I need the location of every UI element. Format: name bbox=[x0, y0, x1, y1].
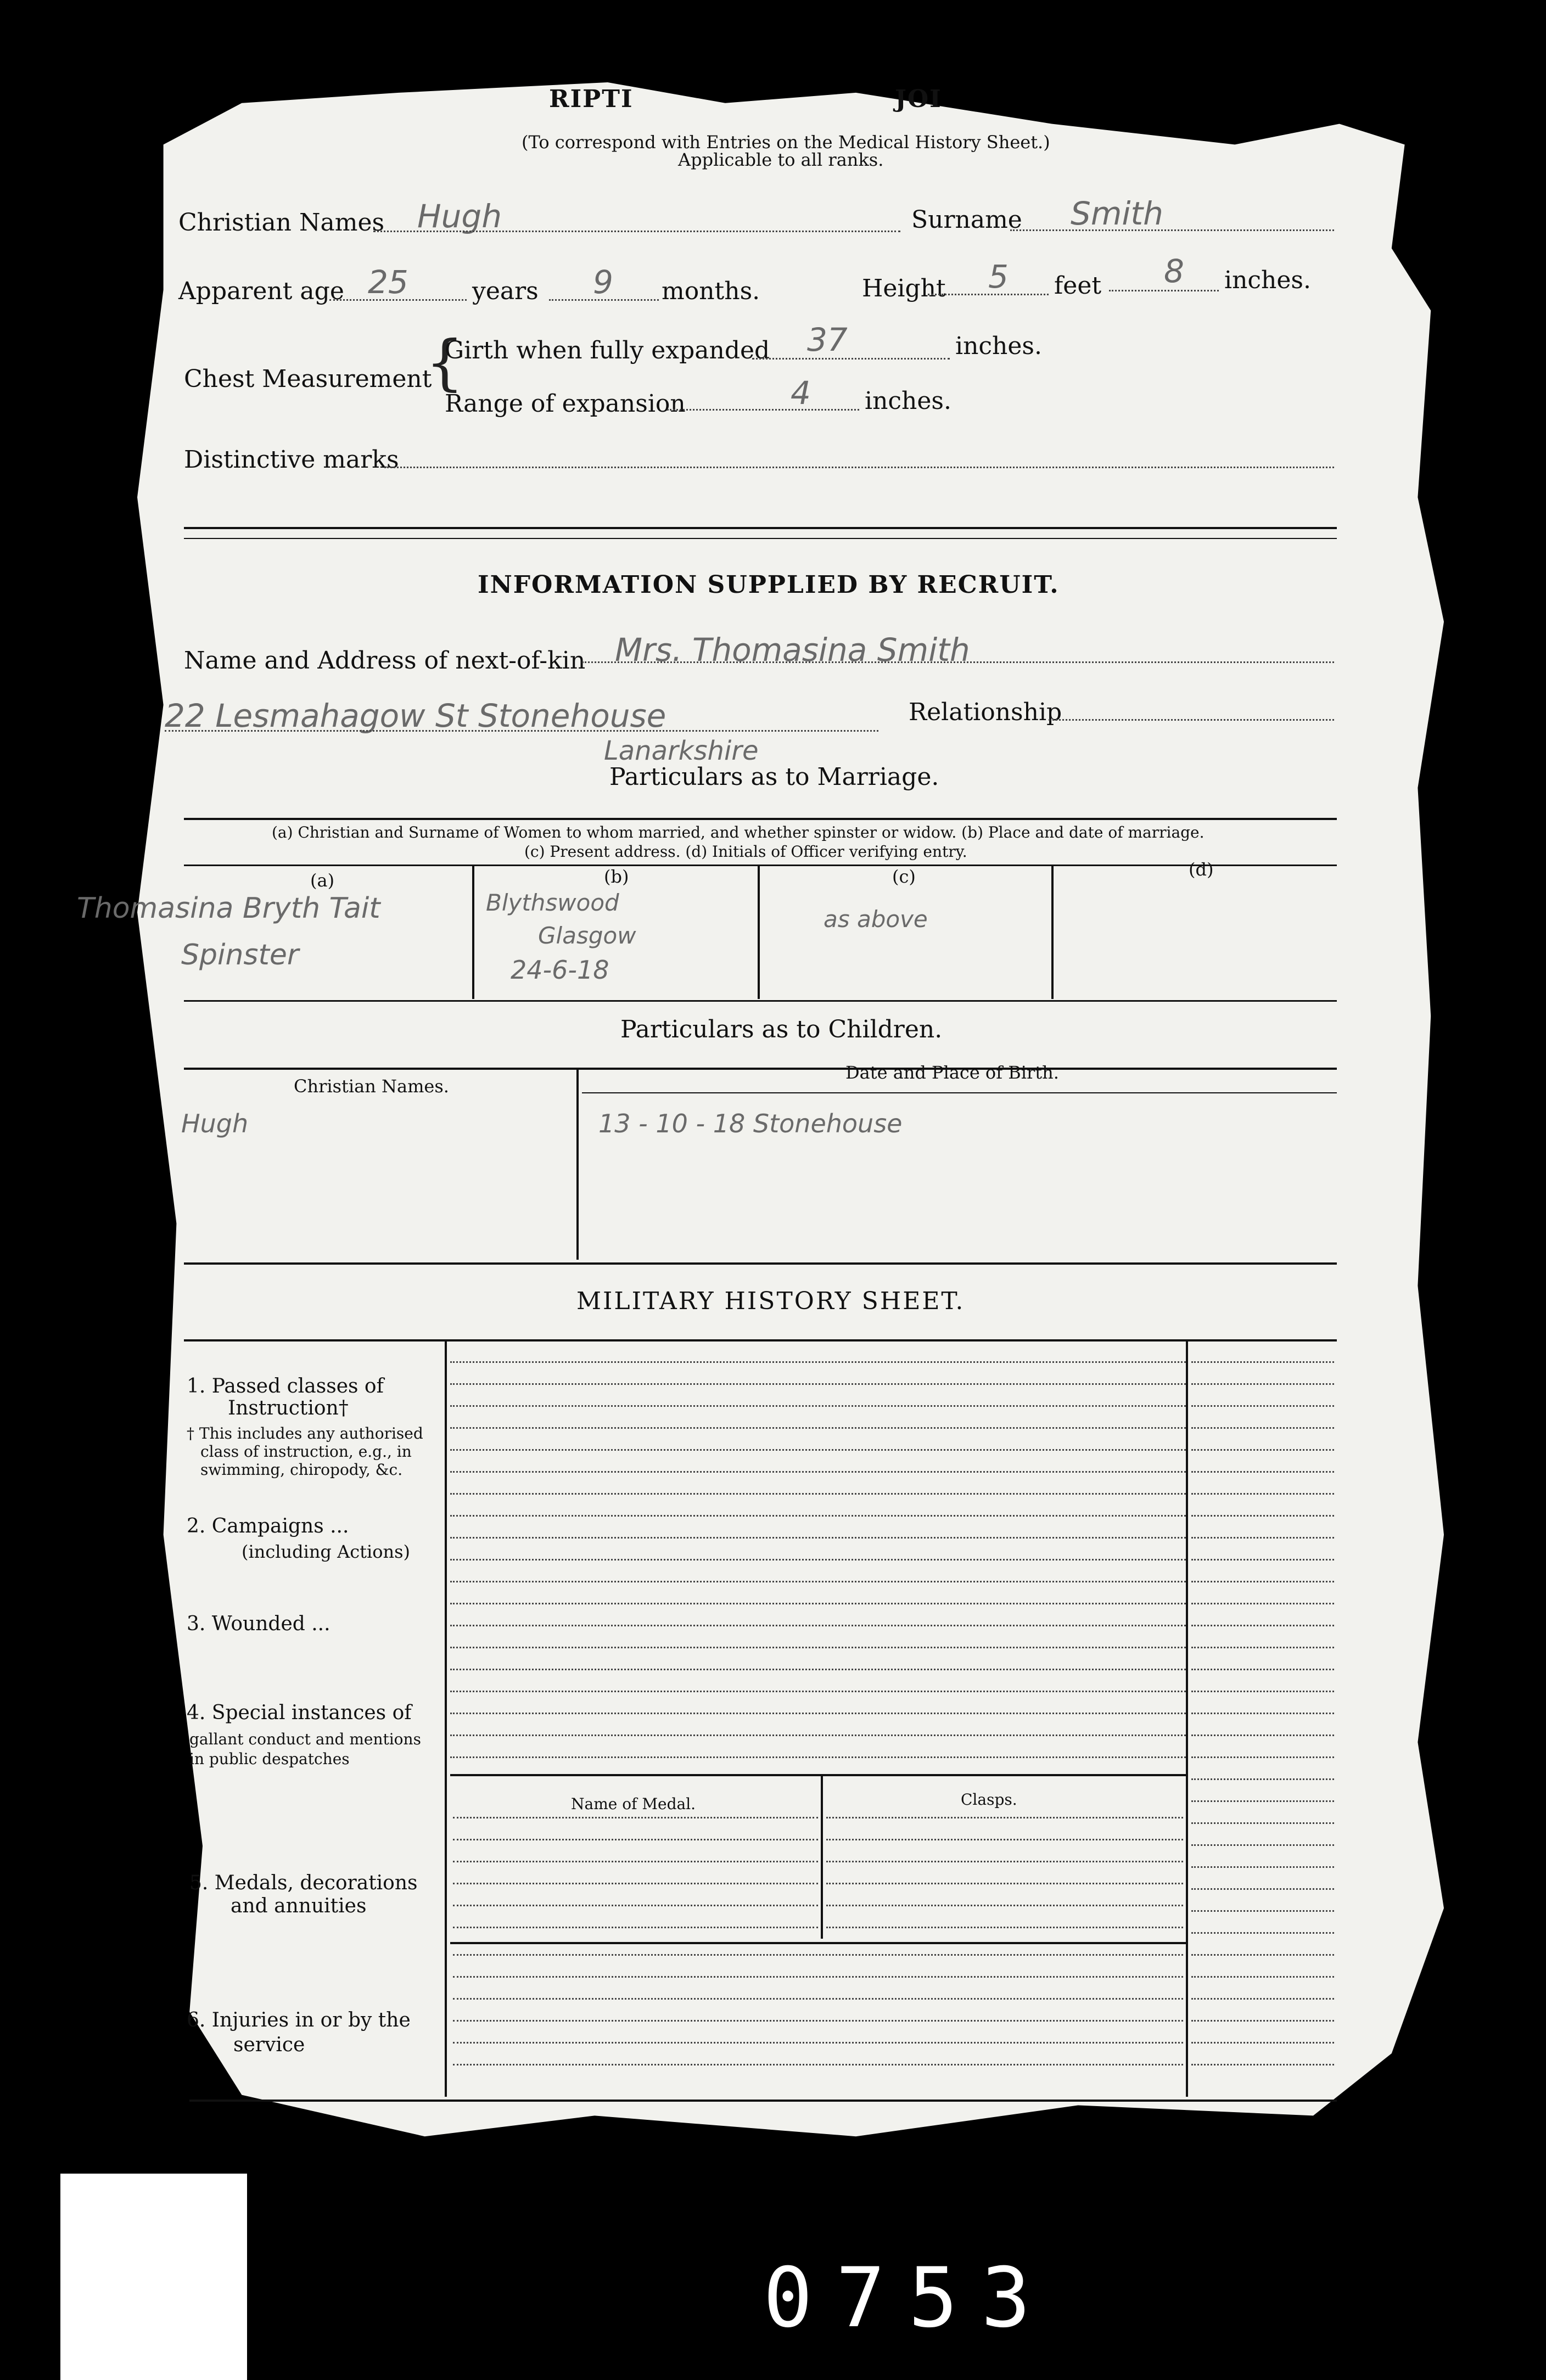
marriage-bottom-rule bbox=[184, 1000, 1337, 1002]
relationship-line bbox=[1049, 719, 1334, 721]
marriage-note-1: (a) Christian and Surname of Women to whom married, and whether spinster or widow. (b) Place and date of marriage. bbox=[272, 823, 1205, 841]
title-fragment-2: JOI bbox=[895, 85, 942, 113]
dotted-row bbox=[453, 2064, 1183, 2065]
marriage-col-a: (a) bbox=[310, 870, 335, 891]
medals-top-rule bbox=[450, 1774, 1186, 1776]
dotted-row bbox=[1191, 1647, 1334, 1648]
military-right-divider bbox=[1186, 1339, 1188, 2097]
dotted-row bbox=[1191, 1449, 1334, 1451]
dotted-row bbox=[450, 1713, 1186, 1714]
marriage-date-value: 24-6-18 bbox=[511, 955, 609, 985]
dotted-row bbox=[453, 1883, 818, 1884]
item5-label-2: and annuities bbox=[231, 1895, 367, 1917]
medal-col-clasps: Clasps. bbox=[961, 1790, 1017, 1809]
item6-label-2: service bbox=[233, 2034, 305, 2056]
children-top-rule bbox=[184, 1068, 1337, 1070]
marriage-heading: Particulars as to Marriage. bbox=[609, 763, 939, 791]
address-line2-value: Lanarkshire bbox=[604, 736, 759, 766]
dotted-row bbox=[1191, 1405, 1334, 1407]
item1-note-3: swimming, chiropody, &c. bbox=[200, 1461, 403, 1479]
header-subtitle-2: Applicable to all ranks. bbox=[678, 149, 884, 170]
dotted-row bbox=[1191, 1888, 1334, 1890]
dotted-row bbox=[450, 1537, 1186, 1539]
christian-names-value: Hugh bbox=[417, 198, 502, 235]
dotted-row bbox=[450, 1449, 1186, 1451]
military-top-rule bbox=[184, 1339, 1337, 1341]
christian-names-label: Christian Names bbox=[178, 209, 385, 237]
present-address-value: as above bbox=[824, 906, 928, 933]
range-line bbox=[667, 409, 859, 411]
height-feet-line bbox=[928, 294, 1049, 295]
dotted-row bbox=[826, 1839, 1183, 1840]
dotted-row bbox=[1191, 1713, 1334, 1714]
age-months-value: 9 bbox=[593, 263, 613, 301]
marriage-col-divider-3 bbox=[1051, 865, 1054, 999]
item5-label: 5. Medals, decorations bbox=[189, 1872, 418, 1894]
range-unit: inches. bbox=[865, 387, 951, 415]
surname-value: Smith bbox=[1071, 195, 1163, 232]
feet-label: feet bbox=[1054, 272, 1102, 300]
dotted-row bbox=[450, 1361, 1186, 1363]
relationship-label: Relationship bbox=[909, 698, 1062, 726]
kin-line bbox=[582, 661, 1334, 663]
dotted-row bbox=[1191, 1361, 1334, 1363]
item2-label: 2. Campaigns ... bbox=[187, 1515, 349, 1537]
wife-name-value: Thomasina Bryth Tait bbox=[77, 892, 380, 925]
chest-brace: { bbox=[425, 327, 464, 397]
kin-label: Name and Address of next-of-kin bbox=[184, 647, 586, 675]
dotted-row bbox=[1191, 1427, 1334, 1429]
dotted-row bbox=[450, 1427, 1186, 1429]
frame-number: 0753 bbox=[763, 2250, 1054, 2346]
item4-label: 4. Special instances of bbox=[187, 1702, 412, 1724]
dotted-row bbox=[450, 1756, 1186, 1758]
range-value: 4 bbox=[791, 374, 811, 412]
dotted-row bbox=[1191, 1537, 1334, 1539]
dotted-row bbox=[1191, 1998, 1334, 2000]
marriage-col-divider-2 bbox=[758, 865, 760, 999]
height-feet-value: 5 bbox=[988, 258, 1009, 295]
distinctive-marks-label: Distinctive marks bbox=[184, 446, 399, 474]
dotted-row bbox=[450, 1383, 1186, 1385]
dotted-row bbox=[1191, 1866, 1334, 1868]
recruit-info-heading: INFORMATION SUPPLIED BY RECRUIT. bbox=[478, 571, 1060, 599]
dotted-row bbox=[1191, 1581, 1334, 1582]
marriage-note-2: (c) Present address. (d) Initials of Officer verifying entry. bbox=[524, 843, 967, 861]
children-header-rule bbox=[582, 1092, 1337, 1093]
dotted-row bbox=[453, 1861, 818, 1862]
dotted-row bbox=[450, 1515, 1186, 1517]
distinctive-marks-line bbox=[384, 467, 1334, 468]
dotted-row bbox=[453, 2042, 1183, 2044]
dotted-row bbox=[450, 1559, 1186, 1561]
dotted-row bbox=[1191, 1559, 1334, 1561]
wife-status-value: Spinster bbox=[181, 939, 299, 972]
dotted-row bbox=[450, 1647, 1186, 1648]
christian-names-line bbox=[373, 231, 900, 232]
dotted-row bbox=[453, 1839, 818, 1840]
dotted-row bbox=[1191, 1471, 1334, 1473]
chest-label: Chest Measurement bbox=[184, 365, 432, 393]
child-name-value: Hugh bbox=[181, 1109, 249, 1138]
item6-label: 6. Injuries in or by the bbox=[187, 2009, 411, 2031]
item3-label: 3. Wounded ... bbox=[187, 1613, 331, 1635]
dotted-row bbox=[826, 1905, 1183, 1906]
age-years-value: 25 bbox=[368, 263, 408, 301]
dotted-row bbox=[453, 1927, 818, 1928]
dotted-row bbox=[1191, 1493, 1334, 1495]
item1-note-2: class of instruction, e.g., in bbox=[200, 1442, 412, 1461]
section-rule-upper bbox=[184, 527, 1337, 529]
dotted-row bbox=[450, 1669, 1186, 1670]
dotted-row bbox=[450, 1405, 1186, 1407]
item1-note-1: † This includes any authorised bbox=[187, 1424, 423, 1442]
dotted-row bbox=[1191, 1976, 1334, 1978]
dotted-row bbox=[1191, 1669, 1334, 1670]
dotted-row bbox=[453, 1976, 1183, 1978]
dotted-row bbox=[450, 1471, 1186, 1473]
dotted-row bbox=[826, 1927, 1183, 1928]
item4-label-3: in public despatches bbox=[189, 1750, 350, 1768]
girth-label: Girth when fully expanded bbox=[445, 336, 770, 364]
dotted-row bbox=[1191, 1515, 1334, 1517]
children-bottom-rule bbox=[184, 1262, 1337, 1265]
military-heading: MILITARY HISTORY SHEET. bbox=[576, 1287, 965, 1315]
children-col-divider bbox=[576, 1068, 579, 1260]
range-label: Range of expansion bbox=[445, 390, 686, 418]
dotted-row bbox=[450, 1625, 1186, 1626]
age-years-line bbox=[329, 299, 467, 301]
child-birth-value: 13 - 10 - 18 Stonehouse bbox=[598, 1109, 903, 1138]
dotted-row bbox=[1191, 2020, 1334, 2022]
military-left-divider bbox=[445, 1339, 447, 2097]
dotted-row bbox=[1191, 1383, 1334, 1385]
surname-label: Surname bbox=[911, 206, 1022, 234]
section-rule-upper-thin bbox=[184, 538, 1337, 539]
kin-value: Mrs. Thomasina Smith bbox=[615, 631, 970, 669]
header-subtitle-1: (To correspond with Entries on the Medical History Sheet.) bbox=[522, 132, 1050, 153]
dotted-row bbox=[1191, 1735, 1334, 1736]
dotted-row bbox=[1191, 1932, 1334, 1934]
height-inches-value: 8 bbox=[1164, 252, 1184, 290]
dotted-row bbox=[1191, 1910, 1334, 1912]
dotted-row bbox=[450, 1691, 1186, 1692]
title-fragment-1: RIPTI bbox=[549, 85, 634, 113]
marriage-place-value: Blythswood bbox=[486, 889, 619, 916]
medal-col-name: Name of Medal. bbox=[571, 1795, 696, 1813]
marriage-col-c: (c) bbox=[892, 866, 916, 887]
dotted-row bbox=[453, 1905, 818, 1906]
height-inches-line bbox=[1109, 290, 1219, 291]
months-label: months. bbox=[662, 277, 760, 305]
years-label: years bbox=[472, 277, 539, 305]
children-col-names: Christian Names. bbox=[294, 1076, 449, 1097]
dotted-row bbox=[1191, 1778, 1334, 1780]
marriage-col-divider-1 bbox=[472, 865, 474, 999]
girth-value: 37 bbox=[807, 321, 848, 358]
item1-label-2: Instruction† bbox=[228, 1397, 349, 1419]
dotted-row bbox=[826, 1861, 1183, 1862]
dotted-row bbox=[1191, 1756, 1334, 1758]
marriage-place-value-2: Glasgow bbox=[538, 922, 636, 949]
dotted-row bbox=[1191, 1800, 1334, 1802]
address-value: 22 Lesmahagow St Stonehouse bbox=[165, 697, 666, 734]
item2-label-2: (including Actions) bbox=[242, 1541, 410, 1562]
marriage-top-rule bbox=[184, 818, 1337, 820]
dotted-row bbox=[1191, 1603, 1334, 1604]
item1-label: 1. Passed classes of bbox=[187, 1375, 384, 1397]
dotted-row bbox=[1191, 1954, 1334, 1956]
dotted-row bbox=[453, 1817, 818, 1818]
children-heading: Particulars as to Children. bbox=[620, 1015, 943, 1043]
dotted-row bbox=[450, 1581, 1186, 1582]
girth-unit: inches. bbox=[955, 332, 1042, 360]
girth-line bbox=[752, 358, 950, 360]
white-tab bbox=[60, 2174, 247, 2380]
dotted-row bbox=[826, 1817, 1183, 1818]
dotted-row bbox=[1191, 2064, 1334, 2065]
dotted-row bbox=[450, 1603, 1186, 1604]
dotted-row bbox=[450, 1493, 1186, 1495]
surname-line bbox=[1010, 229, 1334, 231]
dotted-row bbox=[450, 1735, 1186, 1736]
children-col-birth: Date and Place of Birth. bbox=[845, 1062, 1059, 1083]
item4-label-2: gallant conduct and mentions bbox=[189, 1730, 421, 1748]
dotted-row bbox=[1191, 1822, 1334, 1824]
address-line bbox=[165, 730, 878, 732]
age-months-line bbox=[549, 299, 659, 301]
dotted-row bbox=[1191, 1691, 1334, 1692]
medals-col-divider bbox=[821, 1774, 823, 1939]
dotted-row bbox=[826, 1883, 1183, 1884]
dotted-row bbox=[453, 2020, 1183, 2022]
dotted-row bbox=[453, 1998, 1183, 2000]
marriage-col-b: (b) bbox=[604, 866, 629, 887]
dotted-row bbox=[1191, 2042, 1334, 2044]
dotted-row bbox=[453, 1954, 1183, 1956]
dotted-row bbox=[1191, 1625, 1334, 1626]
height-label: Height bbox=[862, 274, 946, 302]
dotted-row bbox=[1191, 1844, 1334, 1846]
military-bottom-rule bbox=[189, 2100, 1337, 2102]
inches-label: inches. bbox=[1224, 266, 1311, 294]
marriage-col-d: (d) bbox=[1189, 859, 1214, 880]
marriage-header-rule bbox=[184, 865, 1337, 866]
medals-bottom-rule bbox=[450, 1942, 1186, 1944]
age-label: Apparent age bbox=[178, 277, 344, 305]
